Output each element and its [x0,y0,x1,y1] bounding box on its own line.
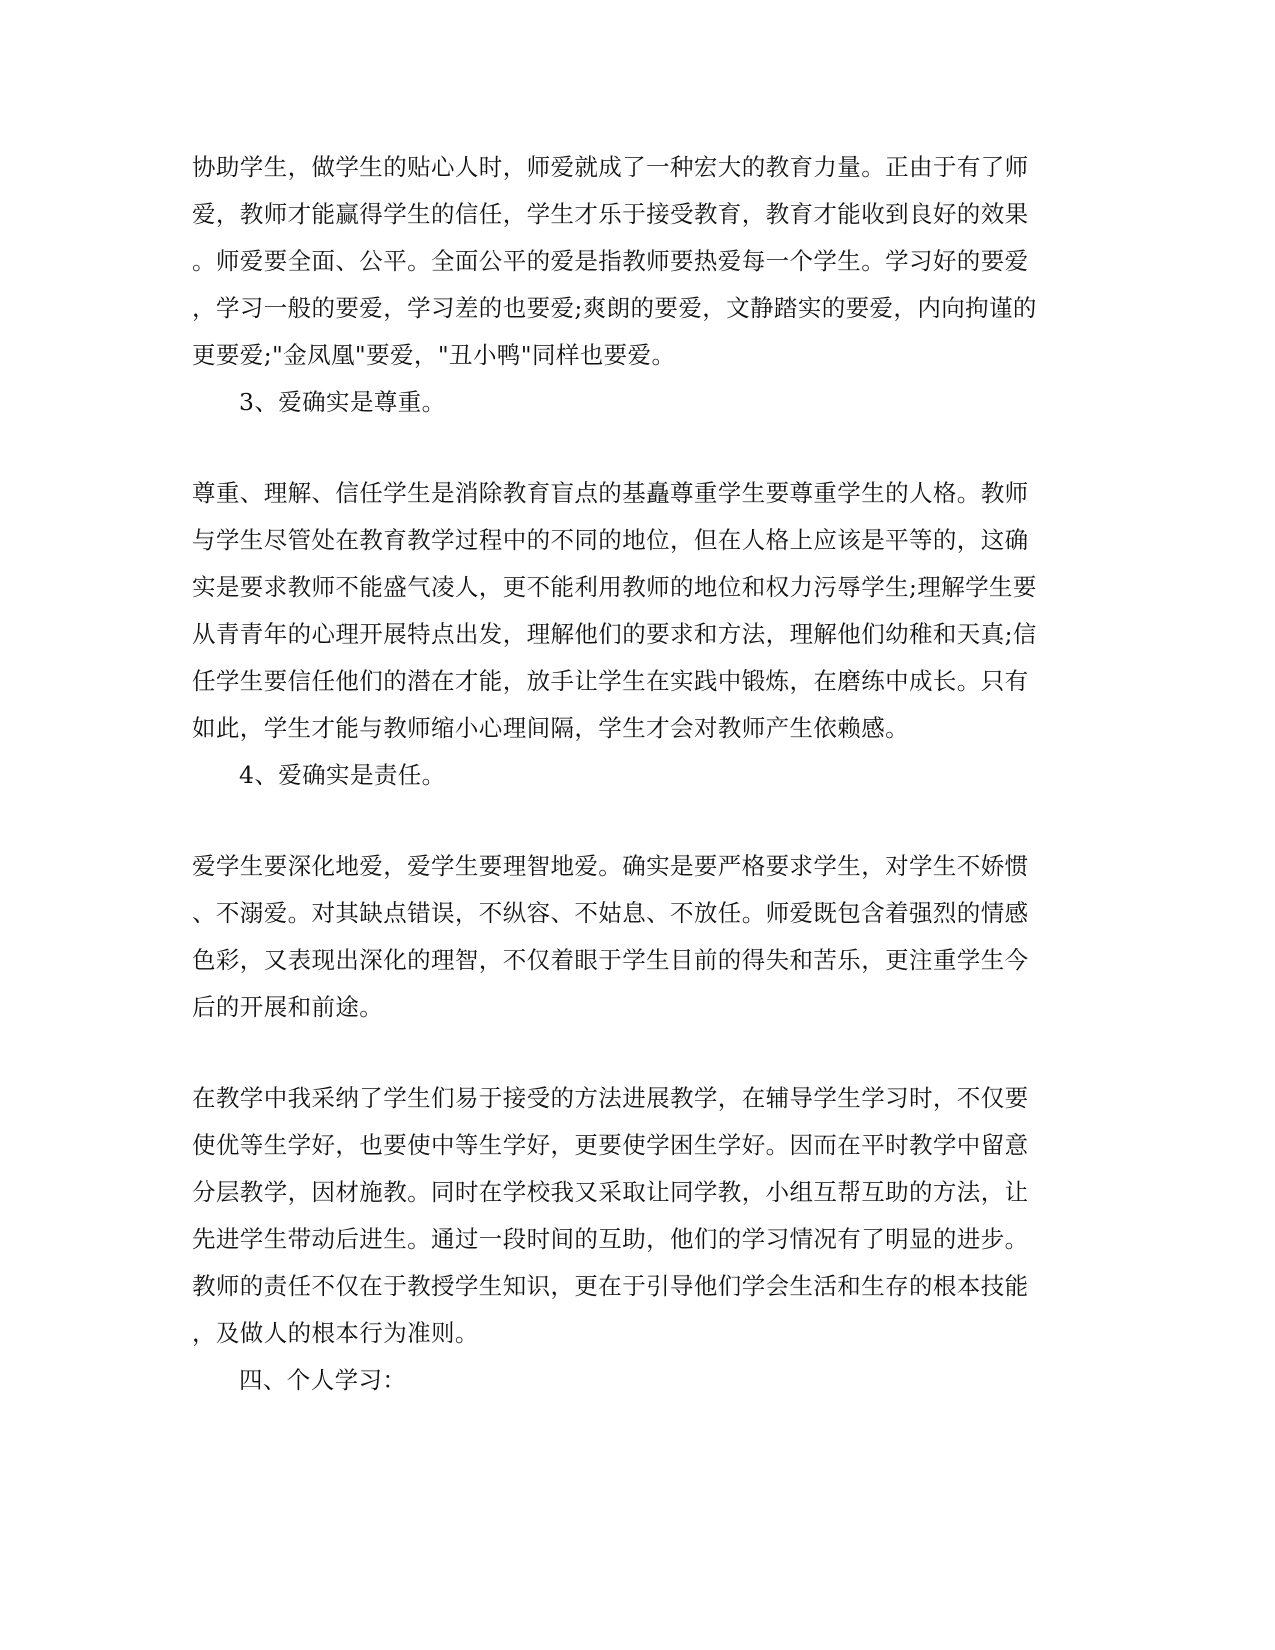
text-line: ，及做人的根本行为准则。 [192,1319,479,1347]
text-line: 爱，教师才能赢得学生的信任，学生才乐于接受教育，教育才能收到良好的效果 [192,200,1029,228]
text-line: 先进学生带动后进生。通过一段时间的互助，他们的学习情况有了明显的进步。 [192,1225,1029,1253]
text-line: 教师的责任不仅在于教授学生知识，更在于引导他们学会生活和生存的根本技能 [192,1272,1029,1300]
section-heading: 3、爱确实是尊重。 [239,388,446,416]
text-line: 更要爱;"金凤凰"要爱，"丑小鸭"同样也要爱。 [192,341,676,369]
text-line: 在教学中我采纳了学生们易于接受的方法进展教学，在辅导学生学习时，不仅要 [192,1084,1029,1112]
text-line: 后的开展和前途。 [192,993,384,1021]
text-line: 。师爱要全面、公平。全面公平的爱是指教师要热爱每一个学生。学习好的要爱 [192,247,1029,275]
text-line: 从青青年的心理开展特点出发，理解他们的要求和方法，理解他们幼稚和天真;信 [192,620,1037,648]
section-heading: 4、爱确实是责任。 [239,761,446,789]
text-line: 、不溺爱。对其缺点错误，不纵容、不姑息、不放任。师爱既包含着强烈的情感 [192,899,1029,927]
text-line: 使优等生学好，也要使中等生学好，更要使学困生学好。因而在平时教学中留意 [192,1131,1029,1159]
text-line: ，学习一般的要爱，学习差的也要爱;爽朗的要爱，文静踏实的要爱，内向拘谨的 [192,294,1037,322]
text-line: 如此，学生才能与教师缩小心理间隔，学生才会对教师产生依赖感。 [192,714,909,742]
text-line: 任学生要信任他们的潜在才能，放手让学生在实践中锻炼，在磨练中成长。只有 [192,667,1029,695]
text-line: 爱学生要深化地爱，爱学生要理智地爱。确实是要严格要求学生，对学生不娇惯 [192,852,1029,880]
section-heading: 四、个人学习： [239,1366,407,1394]
text-line: 色彩，又表现出深化的理智，不仅着眼于学生目前的得失和苦乐，更注重学生今 [192,946,1029,974]
text-line: 实是要求教师不能盛气凌人，更不能利用教师的地位和权力污辱学生;理解学生要 [192,573,1037,601]
text-line: 尊重、理解、信任学生是消除教育盲点的基矗尊重学生要尊重学生的人格。教师 [192,479,1029,507]
text-line: 协助学生，做学生的贴心人时，师爱就成了一种宏大的教育力量。正由于有了师 [192,153,1029,181]
text-line: 与学生尽管处在教育教学过程中的不同的地位，但在人格上应该是平等的，这确 [192,526,1029,554]
text-line: 分层教学，因材施教。同时在学校我又采取让同学教，小组互帮互助的方法，让 [192,1178,1029,1206]
